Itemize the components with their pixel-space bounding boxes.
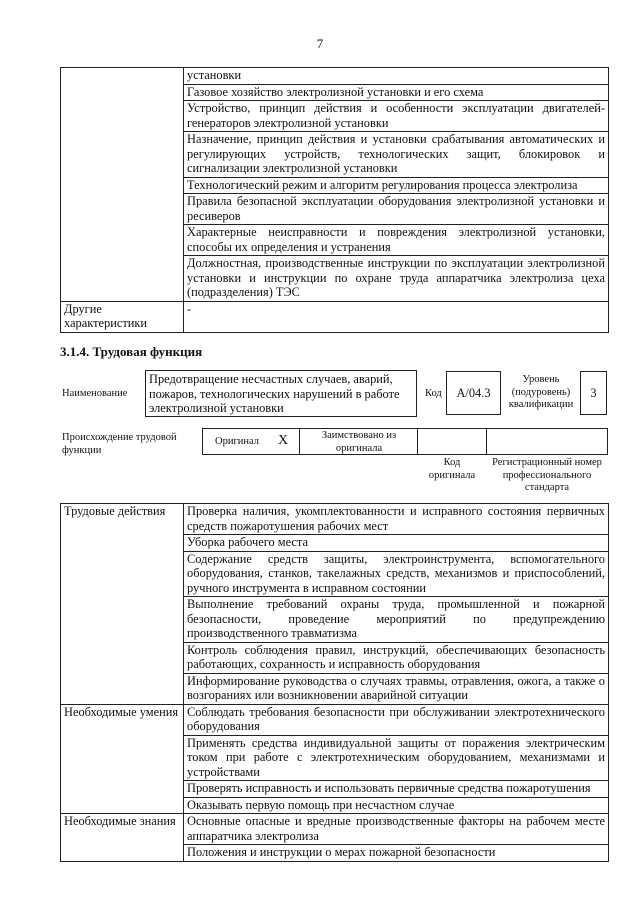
knowledge-item: Устройство, принцип действия и особенности эксплуатации двигателей-генераторов электролизной установки — [184, 101, 609, 132]
skill-item: Проверять исправность и использовать первичные средства пожаротушения — [184, 781, 609, 798]
original-label: Оригинал — [215, 436, 259, 447]
labor-function-table — [60, 503, 609, 862]
level-value-box: 3 — [580, 371, 607, 415]
function-code-box: A/04.3 — [446, 371, 501, 415]
knowledge-item: Газовое хозяйство электролизной установки и его схема — [184, 84, 609, 101]
original-mark: X — [278, 433, 289, 448]
origin-label: Происхождение трудовой функции — [62, 432, 177, 456]
knowledge-continuation-table — [60, 67, 609, 333]
function-name-box: Предотвращение несчастных случаев, аварий, пожаров, технологических нарушений в работе электролизной установки — [145, 370, 417, 417]
knowledge-item: Назначение, принцип действия и установки срабатывания автоматических и регулирующих устройств, технологических защит, блокировок и сигнализации электролизной установки — [184, 132, 609, 178]
knowledge-item: Характерные неисправности и повреждения электролизной установки, способы их определения и устранения — [184, 225, 609, 256]
skills-label: Необходимые умения — [61, 704, 184, 814]
name-label: Наименование — [62, 388, 128, 399]
code-label: Код — [425, 388, 442, 399]
knowledge-label: Необходимые знания — [61, 814, 184, 862]
knowledge-item: Должностная, производственные инструкции по эксплуатации электролизной установки и инструкции по охране труда аппаратчика электролиза цеха (подразделения) ТЭС — [184, 256, 609, 302]
action-item: Содержание средств защиты, электроинструмента, вспомогательного оборудования, станков, такелажных средств, механизмов и приспособлений, ручного инструмента в исправном состоянии — [184, 551, 609, 597]
origin-regnum-box — [486, 428, 608, 455]
action-item: Проверка наличия, укомплектованности и исправного состояния первичных средств пожаротушения рабочих мест — [184, 504, 609, 535]
origin-code-box — [417, 428, 487, 455]
knowledge-item: Основные опасные и вредные производственные факторы на рабочем месте аппаратчика электролиза — [184, 814, 609, 845]
action-item: Уборка рабочего места — [184, 535, 609, 552]
knowledge-item: установки — [184, 68, 609, 85]
page-number: 7 — [316, 36, 324, 51]
knowledge-item: Технологический режим и алгоритм регулирования процесса электролиза — [184, 177, 609, 194]
other-characteristics-value: - — [184, 301, 609, 332]
level-label: Уровень (подуровень) квалификации — [508, 374, 574, 410]
other-characteristics-label: Другие характеристики — [61, 301, 184, 332]
action-item: Контроль соблюдения правил, инструкций, обеспечивающих безопасность работающих, сохранность и исправность оборудования — [184, 642, 609, 673]
section-title: 3.1.4. Трудовая функция — [60, 344, 203, 359]
skill-item: Соблюдать требования безопасности при обслуживании электротехнического оборудования — [184, 704, 609, 735]
action-item: Информирование руководства о случаях травмы, отравления, ожога, а также о возгораниях или возникновении аварийной ситуации — [184, 673, 609, 704]
actions-label: Трудовые действия — [61, 504, 184, 705]
borrowed-label: Заимствовано из оригинала — [321, 430, 397, 454]
action-item: Выполнение требований охраны труда, промышленной и пожарной безопасности, проведение мероприятий по предупреждению производственного травматизма — [184, 597, 609, 643]
regnum-caption: Регистрационный номер профессионального стандарта — [492, 457, 602, 493]
knowledge-item: Правила безопасной эксплуатации оборудования электролизной установки и ресиверов — [184, 194, 609, 225]
skill-item: Оказывать первую помощь при несчастном случае — [184, 797, 609, 814]
knowledge-item: Положения и инструкции о мерах пожарной безопасности — [184, 845, 609, 862]
code-original-caption: Код оригинала — [428, 457, 476, 481]
skill-item: Применять средства индивидуальной защиты от поражения электрическим током при работе с электротехническим оборудованием, механизмами и устройствами — [184, 735, 609, 781]
empty-label-cell — [61, 68, 184, 302]
